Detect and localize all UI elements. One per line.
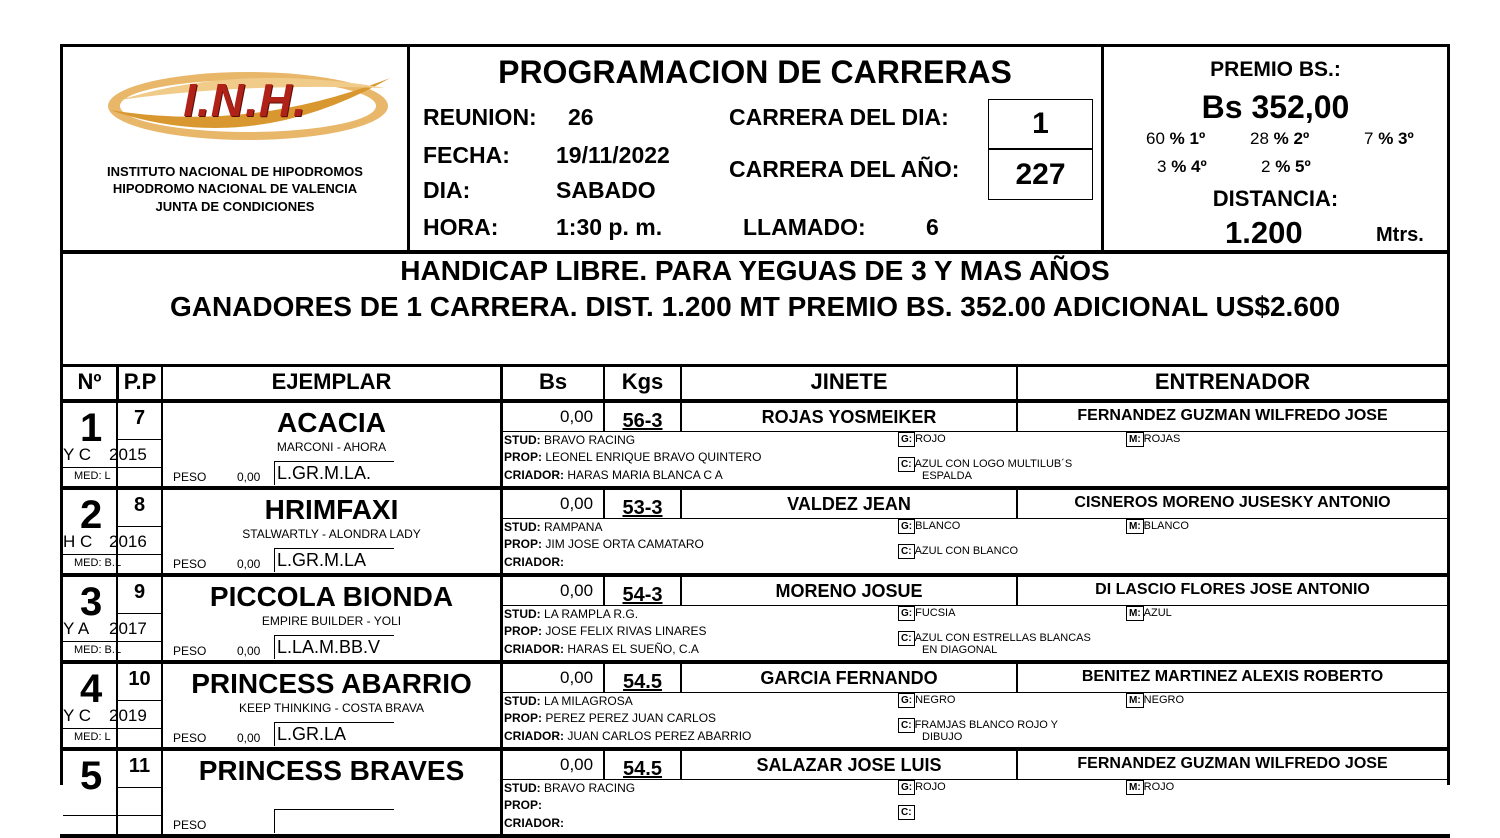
equipment-box (274, 809, 394, 833)
premio-value: Bs 352,00 (1201, 89, 1350, 125)
peso-label: PESO (173, 557, 207, 571)
mangas-label: M: (1126, 519, 1144, 534)
equipment: L.GR.M.LA. (277, 463, 372, 483)
distancia-unit: Mtrs. (1376, 224, 1424, 246)
criador-value: HARAS MARIA BLANCA C A (567, 468, 723, 482)
institute-name: INSTITUTO NACIONAL DE HIPODROMOS (107, 164, 363, 179)
entry-sep-3 (500, 577, 503, 660)
entry-sex: Y A (63, 619, 90, 638)
mangas-value: BLANCO (1143, 520, 1189, 532)
colhead-top (60, 364, 1450, 367)
entry-number: 3 (80, 580, 103, 624)
prop-label: PROP: (504, 798, 543, 812)
chaqueta-line (898, 805, 915, 820)
hipodromo-name: HIPODROMO NACIONAL DE VALENCIA (112, 181, 358, 196)
entry-pp-box-bottom (116, 700, 163, 701)
entry-number: 4 (80, 667, 103, 711)
chaqueta-label: C: (898, 718, 915, 733)
col-entrenador: ENTRENADOR (1154, 369, 1311, 394)
distancia-value: 1.200 (1225, 215, 1303, 250)
entry-post-position: 7 (133, 407, 146, 429)
peso-label: PESO (173, 731, 207, 745)
carrera-ano-label: CARRERA DEL AÑO: (729, 156, 960, 182)
stud-label: STUD: (504, 433, 541, 447)
peso-value: 0,00 (237, 644, 261, 658)
chaqueta-label: C: (898, 457, 915, 472)
criador-label: CRIADOR: (504, 642, 564, 656)
mangas-line (1126, 519, 1189, 534)
peso-label: PESO (173, 470, 207, 484)
frame-top (60, 44, 1450, 47)
entry-pp-box-bottom (116, 787, 163, 788)
carrera-dia-label: CARRERA DEL DIA: (729, 104, 949, 130)
stud-line (504, 781, 635, 795)
prop-label: PROP: (504, 450, 543, 464)
prop-line (504, 798, 542, 812)
chaqueta-label: C: (898, 805, 915, 820)
entry-post-position: 10 (128, 668, 151, 690)
gorra-line (898, 519, 960, 534)
criador-label: CRIADOR: (504, 555, 564, 569)
stud-label: STUD: (504, 781, 541, 795)
equipment-box (274, 722, 394, 746)
trainer-name[interactable]: FERNANDEZ GUZMAN WILFREDO JOSE (1077, 407, 1388, 424)
horse-name[interactable]: PICCOLA BIONDA (209, 581, 454, 612)
entry-year-underline (63, 467, 163, 468)
entry-bottom (60, 834, 1450, 838)
chaqueta-value: AZUL CON BLANCO (914, 545, 1019, 557)
horse-name[interactable]: HRIMFAXI (264, 494, 399, 525)
prop-value: LEONEL ENRIQUE BRAVO QUINTERO (545, 450, 762, 464)
entry-number: 1 (80, 406, 103, 450)
entry-medication: MED: B.L (74, 644, 122, 656)
fecha-label: FECHA: (423, 142, 510, 168)
entry-bs: 0,00 (560, 755, 594, 774)
entry-medication: MED: L (74, 470, 111, 482)
entry-post-position: 9 (133, 581, 146, 603)
logo-text: I.N.H. (183, 74, 307, 126)
page-title: PROGRAMACION DE CARRERAS (498, 54, 1012, 90)
trainer-name[interactable]: BENITEZ MARTINEZ ALEXIS ROBERTO (1081, 668, 1384, 685)
llamado-value: 6 (926, 214, 939, 240)
gorra-label: G: (898, 432, 915, 447)
jockey-name[interactable]: ROJAS YOSMEIKER (761, 407, 937, 427)
entry-bottom (60, 660, 1450, 664)
distancia-label: DISTANCIA: (1212, 186, 1339, 211)
conditions-line-1: HANDICAP LIBRE. PARA YEGUAS DE 3 Y MAS AÑOS (400, 255, 1110, 286)
entry-post-position: 8 (133, 494, 146, 516)
stud-label: STUD: (504, 694, 541, 708)
inh-logo (100, 48, 395, 168)
llamado-label: LLAMADO: (743, 214, 866, 240)
entry-bs: 0,00 (560, 581, 594, 600)
entry-year-underline (63, 641, 163, 642)
equipment: L.GR.LA (277, 724, 347, 744)
entry-bottom (60, 486, 1450, 490)
criador-label: CRIADOR: (504, 729, 564, 743)
entry-medication: MED: B.L (74, 557, 122, 569)
entry-sex: Y C (63, 706, 92, 725)
horse-name[interactable]: PRINCESS BRAVES (198, 755, 465, 786)
pct-2: 28 % 2º (1250, 129, 1310, 148)
mangas-value: AZUL (1143, 607, 1172, 619)
entry-sep-3 (500, 403, 503, 486)
entry-year: 2015 (109, 445, 147, 464)
gorra-value: BLANCO (915, 520, 961, 532)
criador-line (504, 729, 751, 743)
mangas-line (1126, 432, 1180, 447)
mangas-line (1126, 780, 1174, 795)
entry-bottom (60, 573, 1450, 577)
prop-label: PROP: (504, 711, 543, 725)
stud-label: STUD: (504, 607, 541, 621)
mangas-label: M: (1126, 693, 1144, 708)
entry-year: 2017 (109, 619, 147, 638)
gorra-value: FUCSIA (915, 607, 956, 619)
peso-label: PESO (173, 818, 207, 832)
prop-label: PROP: (504, 537, 543, 551)
stud-line (504, 433, 635, 447)
pct-4: 3 % 4º (1157, 157, 1207, 176)
frame-right (1447, 44, 1450, 785)
col-pp: P.P (123, 369, 157, 394)
horse-name[interactable]: PRINCESS ABARRIO (191, 668, 472, 699)
col-ejemplar: EJEMPLAR (271, 369, 392, 394)
junta-name: JUNTA DE CONDICIONES (155, 199, 315, 214)
chaqueta-value-2: EN DIAGONAL (922, 644, 998, 656)
equipment-box (274, 461, 394, 485)
gorra-value: ROJO (915, 433, 946, 445)
entry-year: 2019 (109, 706, 147, 725)
criador-label: CRIADOR: (504, 468, 564, 482)
stud-value: LA MILAGROSA (544, 694, 633, 708)
fecha-value: 19/11/2022 (556, 142, 670, 168)
prop-line (504, 624, 707, 638)
conditions-line-2: GANADORES DE 1 CARRERA. DIST. 1.200 MT PREMIO BS. 352.00 ADICIONAL US$2.600 (169, 291, 1341, 322)
entry-pp-box-bottom (116, 613, 163, 614)
gorra-line (898, 606, 955, 621)
carrera-ano-value: 227 (1015, 158, 1066, 191)
mangas-line (1126, 606, 1172, 621)
chaqueta-label: C: (898, 631, 915, 646)
jockey-name[interactable]: MORENO JOSUE (775, 581, 923, 601)
entry-kgs: 54.5 (623, 671, 662, 693)
dia-value: SABADO (556, 177, 656, 203)
criador-line (504, 468, 723, 482)
gorra-line (898, 780, 946, 795)
criador-line (504, 555, 564, 569)
criador-value: HARAS EL SUEÑO, C.A (567, 642, 699, 656)
entry-year: 2016 (109, 532, 147, 551)
prop-label: PROP: (504, 624, 543, 638)
col-jinete: JINETE (810, 369, 888, 394)
mangas-line (1126, 693, 1184, 708)
peso-value: 0,00 (237, 557, 261, 571)
col-kgs: Kgs (621, 369, 664, 394)
prop-value: JIM JOSE ORTA CAMATARO (545, 537, 704, 551)
gorra-value: ROJO (915, 781, 946, 793)
entry-sex: Y C (63, 445, 92, 464)
gorra-value: NEGRO (915, 694, 956, 706)
entry-kgs: 54-3 (622, 584, 663, 606)
prop-line (504, 711, 716, 725)
entry-medication: MED: L (74, 731, 111, 743)
entry-number: 2 (80, 493, 103, 537)
chaqueta-value-2: ESPALDA (922, 470, 972, 482)
stud-line (504, 607, 638, 621)
carrera-ano-box (988, 149, 1093, 200)
prop-value: PEREZ PEREZ JUAN CARLOS (545, 711, 717, 725)
entry-pp-box-bottom (116, 526, 163, 527)
col-no: Nº (77, 369, 102, 394)
entry-sep-3 (500, 751, 503, 834)
reunion-value: 26 (568, 104, 594, 130)
hora-value: 1:30 p. m. (556, 214, 663, 240)
entry-number: 5 (80, 754, 103, 798)
gorra-label: G: (898, 519, 915, 534)
chaqueta-value: AZUL CON LOGO MULTILUB´S (914, 458, 1073, 470)
trainer-name[interactable]: DI LASCIO FLORES JOSE ANTONIO (1095, 581, 1370, 598)
entry-year-underline (63, 815, 163, 816)
carrera-dia-box (988, 99, 1093, 149)
chaqueta-value: FRAMJAS BLANCO ROJO Y (914, 719, 1058, 731)
gorra-line (898, 693, 955, 708)
mangas-label: M: (1126, 780, 1144, 795)
chaqueta-line (898, 544, 1018, 559)
equipment: L.LA.M.BB.V (277, 637, 381, 657)
prop-line (504, 537, 704, 551)
trainer-name[interactable]: CISNEROS MORENO JUSESKY ANTONIO (1074, 494, 1391, 511)
stud-line (504, 520, 602, 534)
criador-value: JUAN CARLOS PEREZ ABARRIO (567, 729, 752, 743)
equipment: L.GR.M.LA (277, 550, 367, 570)
horse-name[interactable]: ACACIA (277, 407, 386, 438)
gorra-label: G: (898, 780, 915, 795)
stud-value: LA RAMPLA R.G. (544, 607, 639, 621)
entry-year-underline (63, 728, 163, 729)
stud-line (504, 694, 633, 708)
chaqueta-value: AZUL CON ESTRELLAS BLANCAS (914, 632, 1091, 644)
prop-value: JOSE FELIX RIVAS LINARES (545, 624, 707, 638)
trainer-name[interactable]: FERNANDEZ GUZMAN WILFREDO JOSE (1077, 755, 1388, 772)
equipment-box (274, 635, 394, 659)
entry-year-underline (63, 554, 163, 555)
stud-label: STUD: (504, 520, 541, 534)
horse-pedigree: MARCONI - AHORA (276, 440, 387, 454)
chaqueta-label: C: (898, 544, 915, 559)
entry-sep-3 (500, 664, 503, 747)
entry-post-position: 11 (128, 755, 151, 777)
stud-value: BRAVO RACING (544, 781, 636, 795)
entry-sex: H C (63, 532, 93, 551)
jockey-name[interactable]: VALDEZ JEAN (787, 494, 911, 514)
pct-1: 60 % 1º (1146, 129, 1206, 148)
peso-label: PESO (173, 644, 207, 658)
peso-value: 0,00 (237, 731, 261, 745)
frame-left (60, 44, 63, 785)
horse-pedigree: STALWARTLY - ALONDRA LADY (242, 527, 421, 541)
hora-label: HORA: (423, 214, 499, 240)
jockey-name[interactable]: GARCIA FERNANDO (760, 668, 938, 688)
prop-line (504, 450, 761, 464)
peso-value: 0,00 (237, 470, 261, 484)
stud-value: BRAVO RACING (544, 433, 636, 447)
stud-value: RAMPANA (544, 520, 603, 534)
carrera-dia-value: 1 (1032, 107, 1049, 140)
equipment-box (274, 548, 394, 572)
entry-kgs: 53-3 (622, 497, 663, 519)
criador-line (504, 642, 699, 656)
entry-kgs: 56-3 (622, 410, 663, 432)
mangas-label: M: (1126, 606, 1144, 621)
col-bs: Bs (538, 369, 568, 394)
premio-label: PREMIO BS.: (1210, 58, 1341, 81)
mangas-value: NEGRO (1143, 694, 1185, 706)
horse-pedigree: EMPIRE BUILDER - YOLI (261, 614, 402, 628)
chaqueta-value-2: DIBUJO (922, 731, 963, 743)
horse-pedigree: KEEP THINKING - COSTA BRAVA (239, 701, 424, 715)
criador-label: CRIADOR: (504, 816, 564, 830)
entry-kgs: 54.5 (623, 758, 662, 780)
reunion-label: REUNION: (423, 104, 537, 130)
dia-label: DIA: (423, 177, 471, 203)
entry-pp-box-bottom (116, 439, 163, 440)
mangas-value: ROJO (1143, 781, 1175, 793)
gorra-label: G: (898, 606, 915, 621)
criador-line (504, 816, 564, 830)
entry-bottom (60, 747, 1450, 751)
mangas-label: M: (1126, 432, 1144, 447)
mangas-value: ROJAS (1143, 433, 1181, 445)
gorra-line (898, 432, 946, 447)
gorra-label: G: (898, 693, 915, 708)
entry-sep-3 (500, 490, 503, 573)
entry-bs: 0,00 (560, 494, 594, 513)
entry-bs: 0,00 (560, 407, 594, 426)
pct-3: 7 % 3º (1364, 129, 1414, 148)
colhead-bottom (60, 399, 1450, 403)
pct-5: 2 % 5º (1261, 157, 1311, 176)
jockey-name[interactable]: SALAZAR JOSE LUIS (756, 755, 942, 775)
entry-bs: 0,00 (560, 668, 594, 687)
